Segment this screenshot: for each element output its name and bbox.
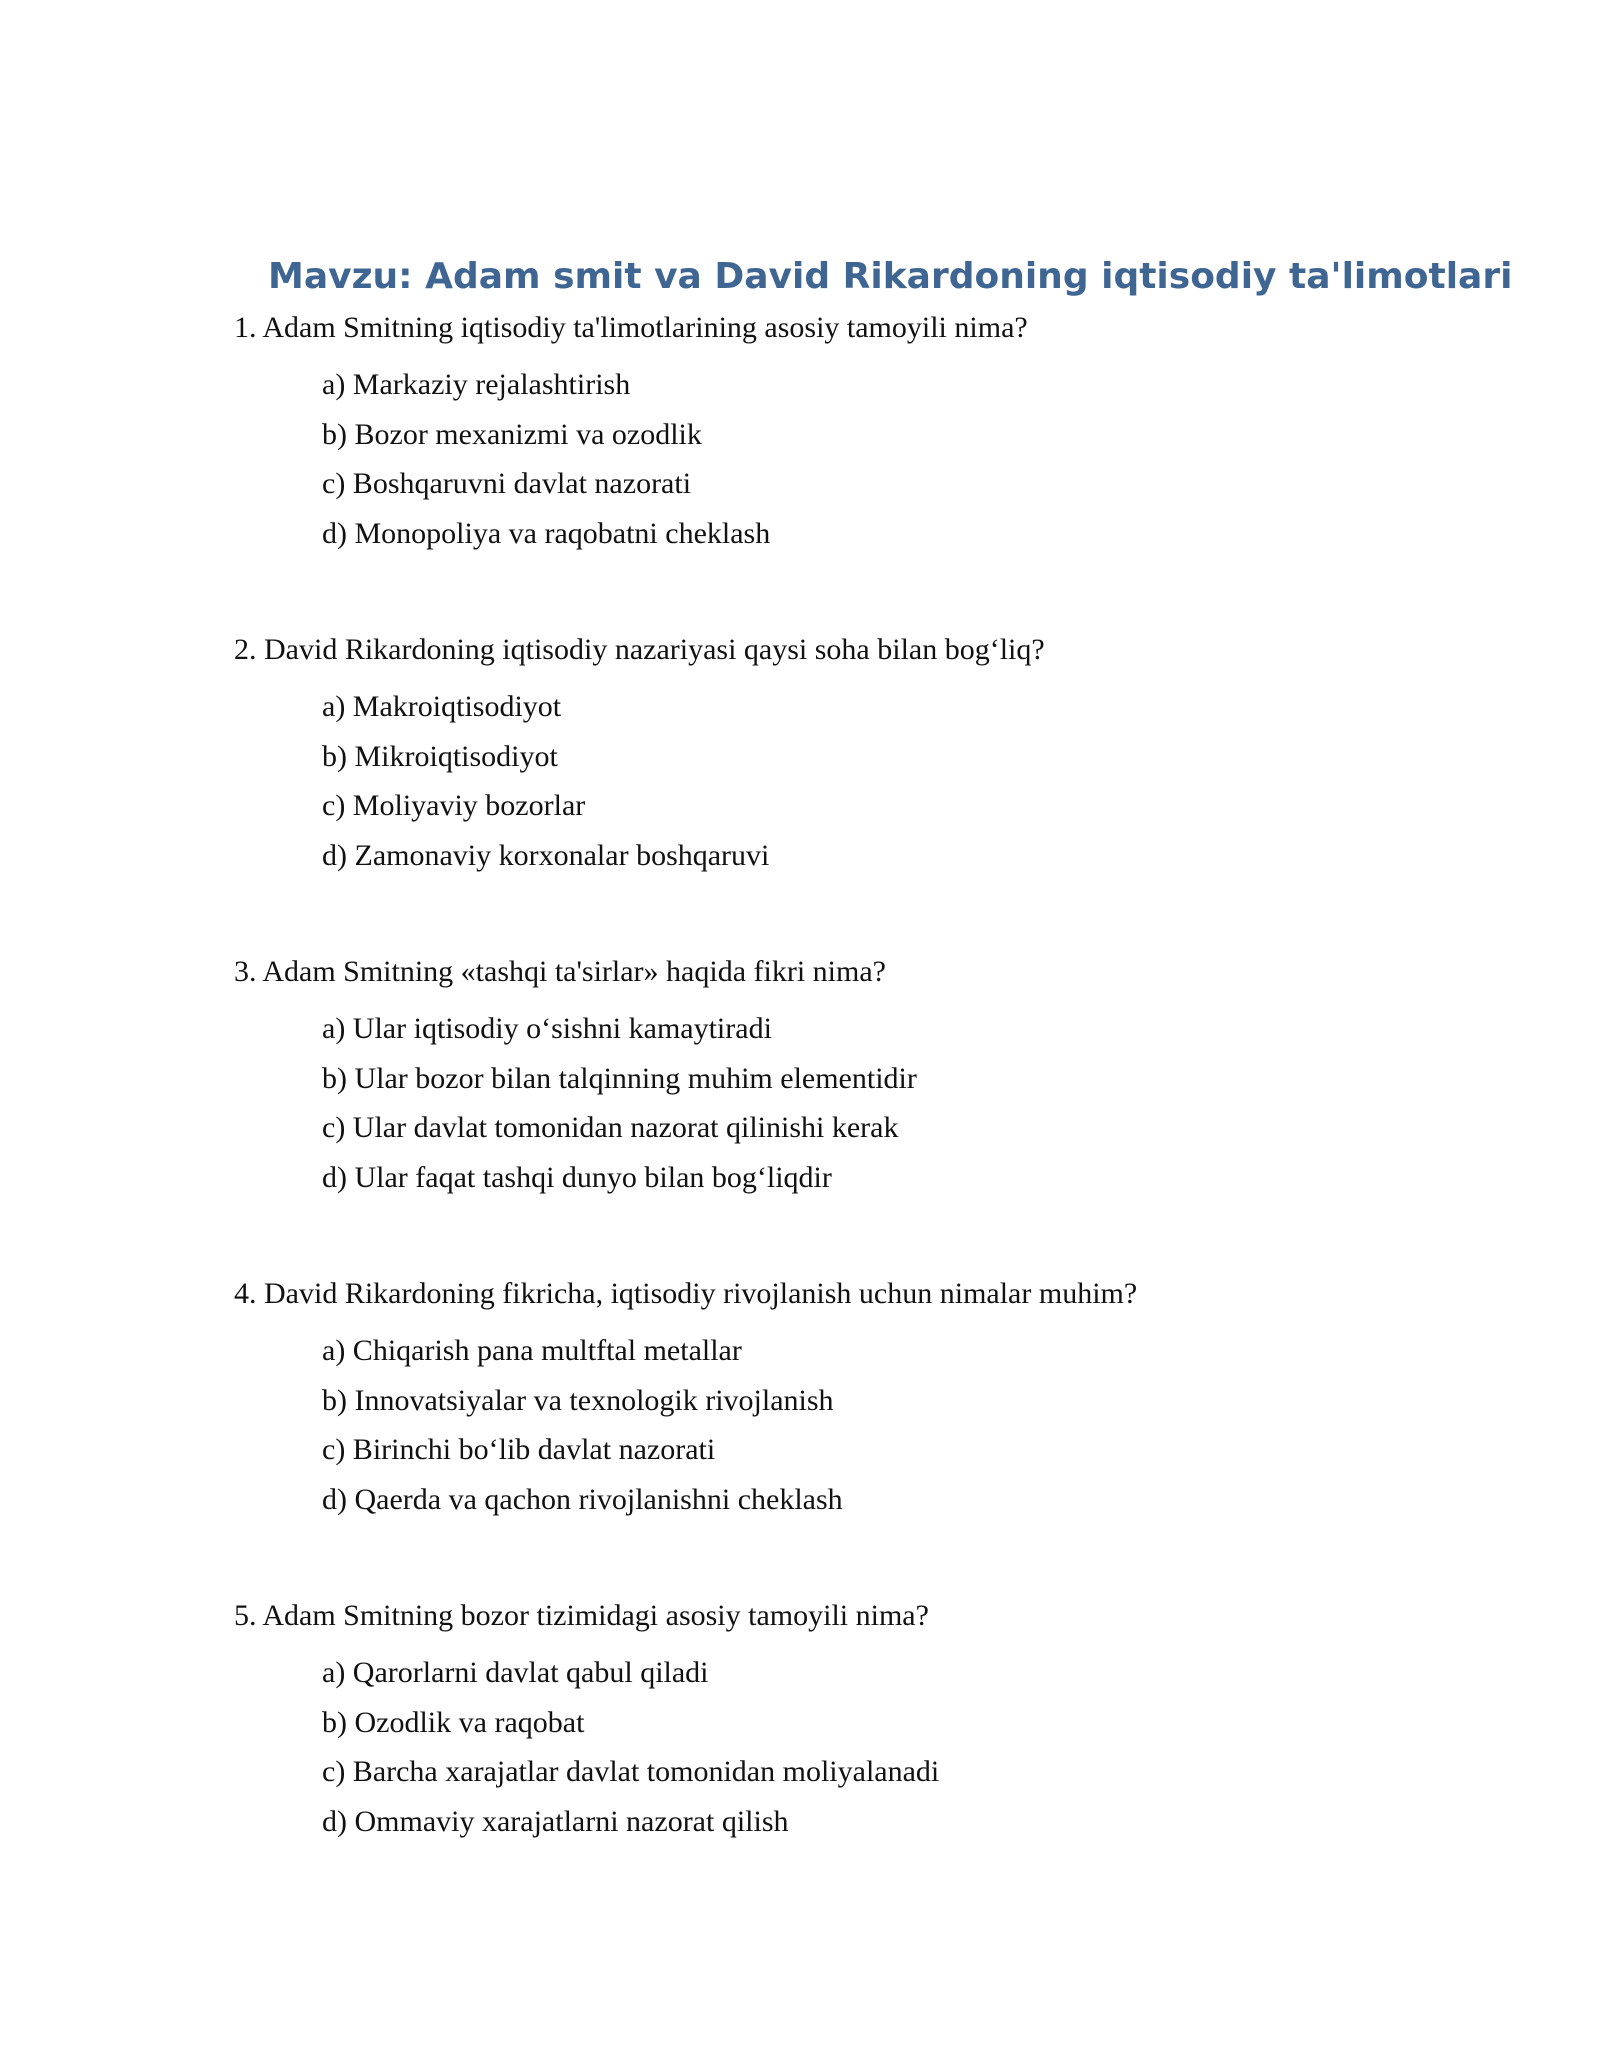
option-item: d) Qaerda va qachon rivojlanishni cheklash <box>322 1482 843 1516</box>
option-item: c) Birinchi bo‘lib davlat nazorati <box>322 1433 716 1466</box>
option-item: b) Bozor mexanizmi va ozodlik <box>322 417 702 451</box>
option-list <box>234 1004 1494 1202</box>
option-item: b) Ular bozor bilan talqinning muhim elementidir <box>322 1061 917 1095</box>
question-list <box>234 304 1494 1914</box>
question-text: 2. David Rikardoning iqtisodiy nazariyasi qaysi soha bilan bog‘liq? <box>234 633 1045 666</box>
option-item: b) Innovatsiyalar va texnologik rivojlanish <box>322 1383 834 1417</box>
option-item: a) Markaziy rejalashtirish <box>322 368 631 401</box>
question-item <box>234 626 1494 880</box>
option-list <box>234 682 1494 880</box>
question-text: 5. Adam Smitning bozor tizimidagi asosiy tamoyili nima? <box>234 1599 929 1632</box>
option-item: a) Ular iqtisodiy o‘sishni kamaytiradi <box>322 1012 772 1045</box>
option-item: d) Zamonaviy korxonalar boshqaruvi <box>322 838 770 872</box>
option-item: c) Boshqaruvni davlat nazorati <box>322 467 692 500</box>
option-item: d) Ommaviy xarajatlarni nazorat qilish <box>322 1804 789 1838</box>
option-item: b) Mikroiqtisodiyot <box>322 739 558 773</box>
option-list <box>234 1648 1494 1846</box>
option-item: a) Chiqarish pana multftal metallar <box>322 1334 742 1367</box>
question-text: 1. Adam Smitning iqtisodiy ta'limotlarining asosiy tamoyili nima? <box>234 311 1028 344</box>
question-item <box>234 1592 1494 1846</box>
question-text: 4. David Rikardoning fikricha, iqtisodiy rivojlanish uchun nimalar muhim? <box>234 1277 1138 1310</box>
question-item <box>234 948 1494 1202</box>
option-item: a) Makroiqtisodiyot <box>322 690 562 723</box>
option-item: c) Barcha xarajatlar davlat tomonidan moliyalanadi <box>322 1755 940 1788</box>
option-item: d) Ular faqat tashqi dunyo bilan bog‘liqdir <box>322 1160 832 1194</box>
option-item: c) Ular davlat tomonidan nazorat qilinishi kerak <box>322 1111 899 1144</box>
option-list <box>234 360 1494 558</box>
option-item: a) Qarorlarni davlat qabul qiladi <box>322 1656 709 1689</box>
option-item: d) Monopoliya va raqobatni cheklash <box>322 516 771 550</box>
question-item <box>234 1270 1494 1524</box>
option-list <box>234 1326 1494 1524</box>
question-text: 3. Adam Smitning «tashqi ta'sirlar» haqida fikri nima? <box>234 955 886 988</box>
question-item <box>234 304 1494 558</box>
page-title: Mavzu: Adam smit va David Rikardoning iqtisodiy ta'limotlari <box>268 256 1513 297</box>
option-item: c) Moliyaviy bozorlar <box>322 789 586 822</box>
option-item: b) Ozodlik va raqobat <box>322 1705 585 1739</box>
